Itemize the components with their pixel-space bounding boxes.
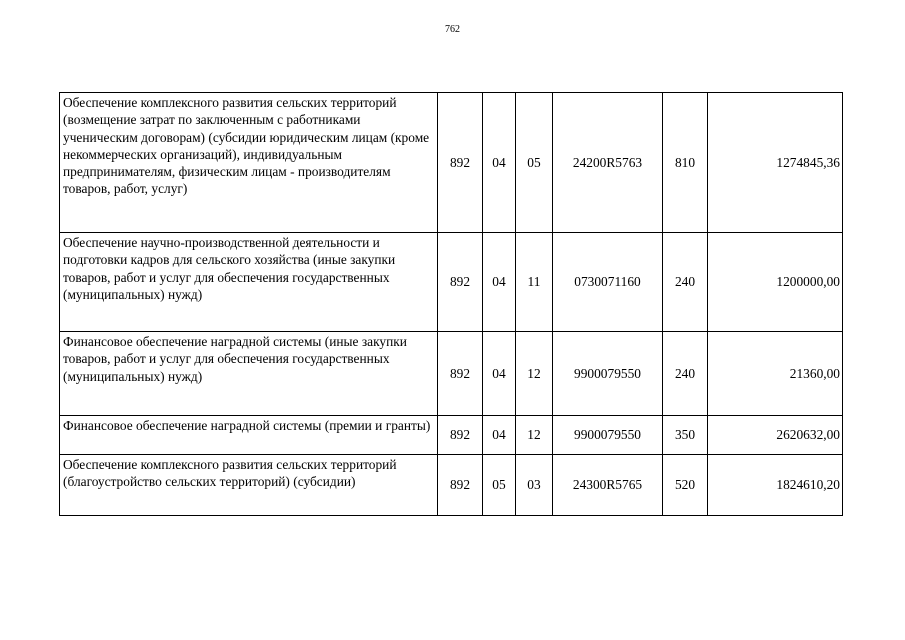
- ministry-code: 892: [438, 332, 483, 416]
- expense-type-code: 520: [663, 455, 708, 516]
- row-description: Финансовое обеспечение наградной системы (премии и гранты): [60, 416, 438, 455]
- table-row: [60, 332, 843, 416]
- row-description: Обеспечение комплексного развития сельских территорий (благоустройство сельских территорий) (субсидии): [60, 455, 438, 516]
- row-description: Обеспечение научно-производственной деятельности и подготовки кадров для сельского хозяйства (иные закупки товаров, работ и услуг для обеспечения государственных (муниципальных) нужд): [60, 233, 438, 332]
- section-code: 04: [483, 416, 516, 455]
- ministry-code: 892: [438, 233, 483, 332]
- budget-table: [59, 92, 843, 516]
- subsection-code: 05: [516, 93, 553, 233]
- target-article-code: 9900079550: [553, 416, 663, 455]
- amount-value: 21360,00: [708, 332, 843, 416]
- section-code: 04: [483, 233, 516, 332]
- amount-value: 1200000,00: [708, 233, 843, 332]
- expense-type-code: 350: [663, 416, 708, 455]
- amount-value: 1824610,20: [708, 455, 843, 516]
- subsection-code: 11: [516, 233, 553, 332]
- subsection-code: 12: [516, 332, 553, 416]
- page-number: 762: [445, 24, 460, 35]
- ministry-code: 892: [438, 455, 483, 516]
- target-article-code: 9900079550: [553, 332, 663, 416]
- row-description: Обеспечение комплексного развития сельских территорий (возмещение затрат по заключенным с работниками ученическим договорам) (субсидии юридическим лицам (кроме некоммерческих организаций), индивидуальным предпринимателям, физическим лицам - производителям товаров, работ, услуг): [60, 93, 438, 233]
- amount-value: 1274845,36: [708, 93, 843, 233]
- table-row: [60, 93, 843, 233]
- table-row: [60, 416, 843, 455]
- amount-value: 2620632,00: [708, 416, 843, 455]
- ministry-code: 892: [438, 93, 483, 233]
- target-article-code: 24300R5765: [553, 455, 663, 516]
- row-description: Финансовое обеспечение наградной системы (иные закупки товаров, работ и услуг для обеспечения государственных (муниципальных) нужд): [60, 332, 438, 416]
- expense-type-code: 240: [663, 332, 708, 416]
- table-row: [60, 233, 843, 332]
- ministry-code: 892: [438, 416, 483, 455]
- expense-type-code: 810: [663, 93, 708, 233]
- subsection-code: 12: [516, 416, 553, 455]
- table-row: [60, 455, 843, 516]
- section-code: 05: [483, 455, 516, 516]
- target-article-code: 24200R5763: [553, 93, 663, 233]
- section-code: 04: [483, 93, 516, 233]
- target-article-code: 0730071160: [553, 233, 663, 332]
- expense-type-code: 240: [663, 233, 708, 332]
- section-code: 04: [483, 332, 516, 416]
- subsection-code: 03: [516, 455, 553, 516]
